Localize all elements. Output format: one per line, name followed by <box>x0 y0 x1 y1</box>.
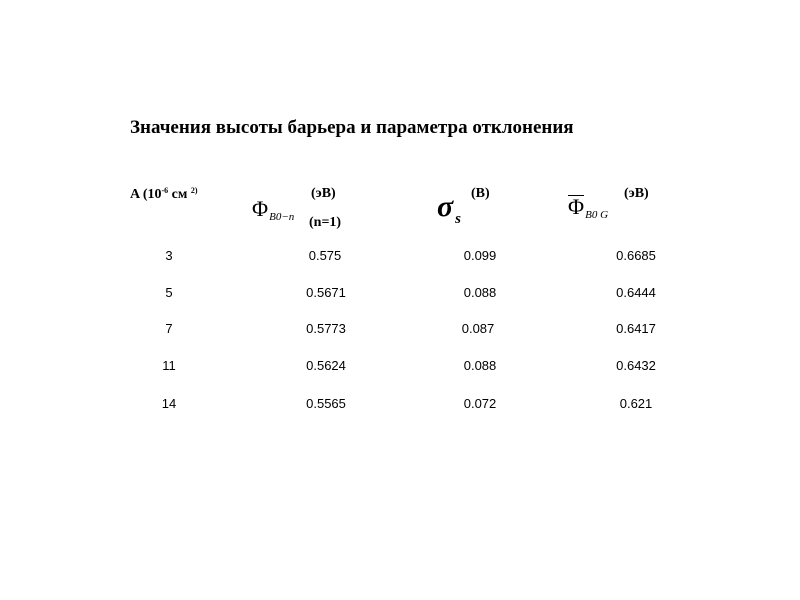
cell-sigma: 0.088 <box>463 285 497 300</box>
cell-sigma: 0.099 <box>463 248 497 263</box>
header-phi-n-symbol <box>252 196 294 223</box>
cell-a: 14 <box>161 396 177 411</box>
cell-phi-g: 0.6685 <box>616 248 656 263</box>
sigma-subscript: s <box>455 211 462 227</box>
header-col-a-prefix: A (10 <box>130 187 162 202</box>
cell-phi-g: 0.6432 <box>616 358 656 373</box>
cell-a: 7 <box>165 321 173 336</box>
cell-phi-g: 0.621 <box>619 396 653 411</box>
cell-phi-g: 0.6417 <box>616 321 656 336</box>
header-col-a <box>130 186 198 203</box>
header-phi-g-symbol <box>568 195 608 221</box>
cell-phi-n: 0.575 <box>308 248 342 263</box>
cell-phi-g: 0.6444 <box>616 285 656 300</box>
header-phi-n-note: (n=1) <box>309 215 342 230</box>
sigma-symbol: σ <box>437 190 454 223</box>
cell-phi-n: 0.5671 <box>306 285 346 300</box>
cell-a: 3 <box>165 248 173 263</box>
header-sigma-unit: (В) <box>471 186 490 201</box>
cell-phi-n: 0.5773 <box>306 321 346 336</box>
header-col-a-middle: см <box>168 187 191 202</box>
cell-phi-n: 0.5624 <box>306 358 346 373</box>
cell-sigma: 0.072 <box>463 396 497 411</box>
phi-g-symbol: Φ <box>568 194 585 219</box>
cell-sigma: 0.088 <box>463 358 497 373</box>
phi-g-subscript: B0 G <box>585 209 609 221</box>
cell-sigma: 0.087 <box>461 321 495 336</box>
header-phi-g-unit: (эВ) <box>624 186 649 201</box>
header-col-a-unit-sup: 2) <box>190 186 198 195</box>
header-phi-n-unit: (эВ) <box>311 186 336 201</box>
page-title: Значения высоты барьера и параметра отклонения <box>130 117 574 138</box>
phi-n-symbol: Φ <box>252 196 269 221</box>
header-sigma-symbol <box>437 190 461 228</box>
phi-n-subscript: B0−n <box>269 211 295 223</box>
cell-a: 11 <box>162 358 176 373</box>
cell-phi-n: 0.5565 <box>306 396 346 411</box>
header-col-a-exponent: -6 <box>161 186 169 195</box>
cell-a: 5 <box>165 285 173 300</box>
